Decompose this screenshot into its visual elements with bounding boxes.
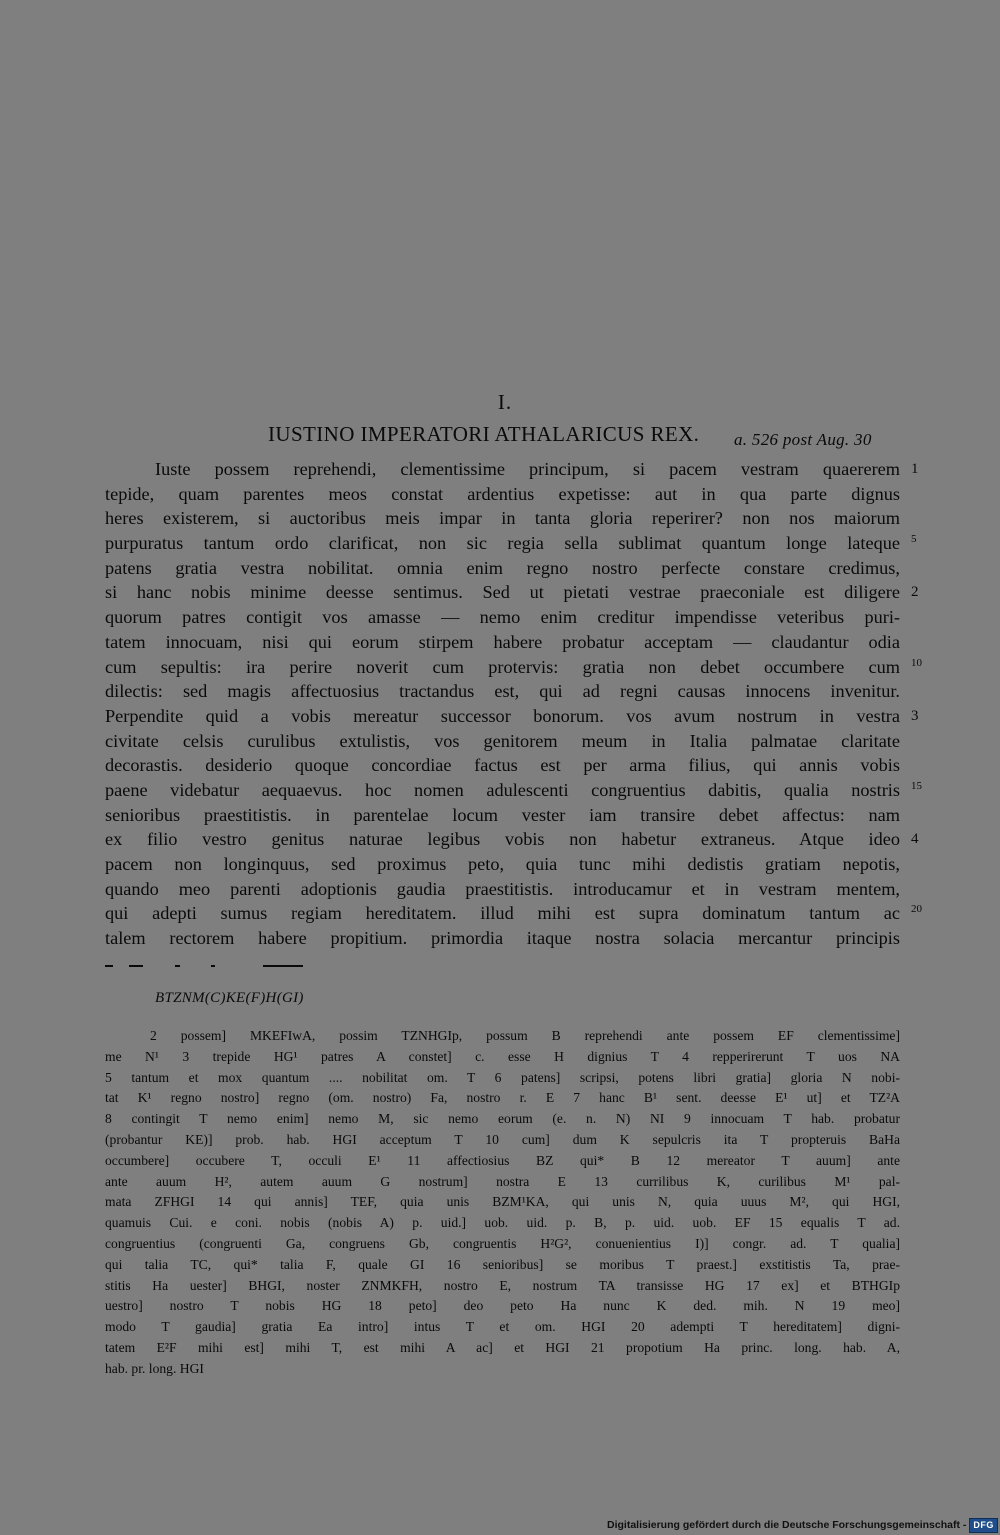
text-line [105,457,919,482]
apparatus-line: congruentius (congruenti Ga, congruens Gb, congruentis H²G², conuenientius I)] congr. ad. T qualia] [105,1235,900,1251]
text-line-content: tepide, quam parentes meos constat ardentius expetisse: aut in qua parte dignus [105,483,900,504]
margin-number: 10 [911,656,922,669]
truncated-line-fragment [105,962,365,970]
manuscript-sigla: BTZNM(C)KE(F)H(GI) [155,990,304,1006]
text-line-content: senioribus praestitistis. in parentelae locum vester iam transire debet affectus: nam [105,804,900,825]
text-line-content: Perpendite quid a vobis mereatur successor bonorum. vos avum nostrum in vestra [105,705,900,726]
apparatus-line: ante auum H², autem auum G nostrum] nostra E 13 currilibus K, curilibus M¹ pal- [105,1173,900,1189]
text-line [105,704,919,729]
text-line [105,605,900,630]
text-line-content: civitate celsis curulibus extulistis, vos genitorem meum in Italia palmatae claritate [105,730,900,751]
main-text [105,457,922,951]
text-line [105,506,900,531]
text-line-content: ex filio vestro genitus naturae legibus vobis non habetur extraneus. Atque ideo [105,829,900,850]
apparatus-line: modo T gaudia] gratia Ea intro] intus T et om. HGI 20 adempti T hereditatem] digni- [105,1319,900,1335]
footer-bar [607,1516,998,1534]
apparatus-line: hab. pr. long. HGI [105,1360,204,1376]
text-line-content: Iuste possem reprehendi, clementissime principum, si pacem vestram quaererem [155,459,900,479]
critical-apparatus [105,1026,900,1380]
text-line-content: dilectis: sed magis affectuosius tractandus est, qui ad regni causas innocens invenitur. [105,681,900,702]
apparatus-line: 5 tantum et mox quantum .... nobilitat om. T 6 patens] scripsi, potens libri gratia] gloria N nobi- [105,1069,900,1085]
dfg-logo: DFG [969,1518,998,1533]
apparatus-line: tatem E²F mihi est] mihi T, est mihi A ac] et HGI 21 propotium Ha princ. long. hab. A, [105,1339,900,1355]
text-line-content: si hanc nobis minime deesse sentimus. Sed ut pietati vestrae praeconiale est diligere [105,582,900,603]
apparatus-line: 2 possem] MKEFIwA, possim TZNHGIp, possum B reprehendi ante possem EF clementissime] [150,1028,900,1043]
text-line [105,926,900,951]
apparatus-line: quamuis Cui. e coni. nobis (nobis A) p. uid.] uob. uid. p. B, p. uid. uob. EF 15 equalis T ad. [105,1215,900,1231]
text-line-content: decorastis. desiderio quoque concordiae factus est per arma filius, qui annis vobis [105,755,900,776]
text-line [105,679,900,704]
letter-number: I. [497,390,513,414]
text-line-content: qui adepti sumus regiam hereditatem. illud mihi est supra dominatum tantum ac [105,903,900,924]
text-line-content: quando meo parenti adoptionis gaudia praestitistis. introducamur et in vestram mentem, [105,878,900,899]
text-line-content: quorum patres contigit vos amasse — nemo enim creditur impendisse veteribus puri- [105,607,900,628]
margin-number: 15 [911,779,922,792]
margin-number: 4 [911,831,919,848]
text-line [105,877,900,902]
text-line [105,901,922,926]
text-line-content: pacem non longinquus, sed proximus peto, quia tunc mihi dedistis gratiam nepotis, [105,854,900,874]
apparatus-line: occumbere] occubere T, occuli E¹ 11 affectiosius BZ qui* B 12 mereator T auum] ante [105,1152,900,1168]
apparatus-line: qui talia TC, qui* talia F, quale GI 16 senioribus] se moribus T praest.] exstitistis Ta, prae- [105,1256,900,1272]
text-line-content: talem rectorem habere propitium. primordia itaque nostra solacia mercantur principis [105,928,900,949]
margin-number: 2 [911,584,919,601]
apparatus-line: (probantur KE)] prob. hab. HGI acceptum T 10 cum] dum K sepulcris ita T propteruis BaHa [105,1131,900,1147]
margin-number: 20 [911,903,922,916]
text-line [105,531,917,556]
margin-number: 3 [911,707,919,724]
letter-title: IUSTINO IMPERATORI ATHALARICUS REX. [268,422,700,446]
text-line [105,852,900,877]
text-line-content: cum sepultis: ira perire noverit cum protervis: gratia non debet occumbere cum [105,656,900,677]
text-line [105,729,900,754]
apparatus-line: mata ZFHGI 14 qui annis] TEF, quia unis BZM¹KA, qui unis N, quia uuus M², qui HGI, [105,1194,900,1210]
margin-number: 1 [911,461,919,477]
text-line-content: tatem innocuam, nisi qui eorum stirpem habere probatur acceptam — claudantur odia [105,631,900,652]
text-line [105,753,900,778]
text-line-content: purpuratus tantum ordo clarificat, non sic regia sella sublimat quantum longe lateque [105,533,900,554]
apparatus-line: me N¹ 3 trepide HG¹ patres A constet] c. esse H dignius T 4 repperirerunt T uos NA [105,1048,900,1064]
text-line [105,630,900,655]
text-line [105,827,919,852]
apparatus-line: stitis Ha uester] BHGI, noster ZNMKFH, nostro E, nostrum TA transisse HG 17 ex] et BTHGIp [105,1277,900,1293]
text-line [105,482,900,507]
text-line [105,803,900,828]
apparatus-line: 8 contingit T nemo enim] nemo M, sic nemo eorum (e. n. N) NI 9 innocuam T hab. probatur [105,1111,900,1127]
text-line [105,556,900,581]
text-line-content: patens gratia vestra nobilitat. omnia enim regno nostro perfecte constare credimus, [105,557,900,578]
footer-credit: Digitalisierung gefördert durch die Deutsche Forschungsgemeinschaft - [607,1519,967,1531]
date-note: a. 526 post Aug. 30 [734,430,872,449]
text-line [105,655,922,680]
apparatus-line: tat K¹ regno nostro] regno (om. nostro) Fa, nostro r. E 7 hanc B¹ sent. deesse E¹ ut] et TZ²A [105,1090,900,1106]
letter-heading [0,422,1000,456]
text-line-content: paene videbatur aequaevus. hoc nomen adulescenti congruentius dabitis, qualia nostris [105,779,900,800]
text-line-content: heres existerem, si auctoribus meis impar in tanta gloria reperirer? non nos maiorum [105,508,900,529]
margin-number: 5 [911,533,917,546]
text-line [105,580,919,605]
text-line [105,778,922,803]
apparatus-line: uestro] nostro T nobis HG 18 peto] deo peto Ha nunc K ded. mih. N 19 meo] [105,1298,900,1314]
